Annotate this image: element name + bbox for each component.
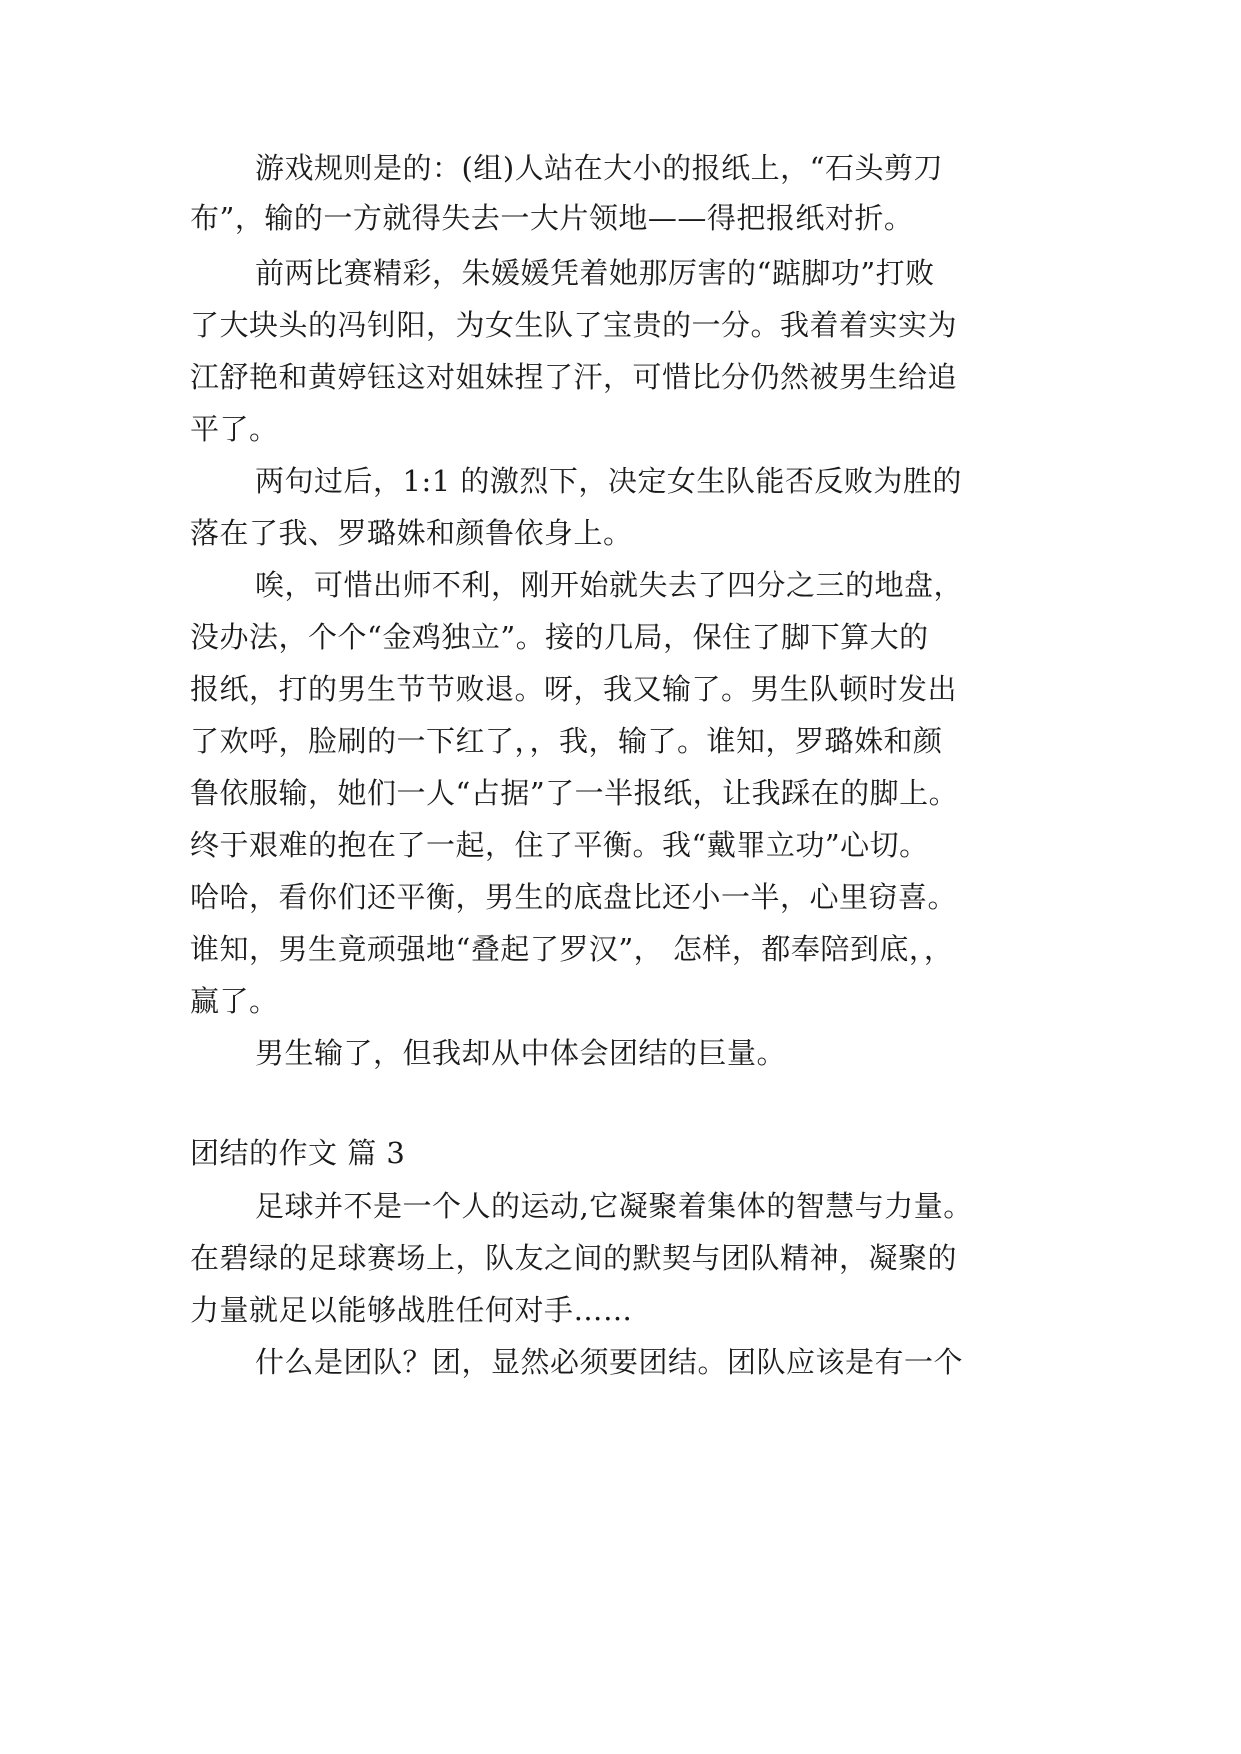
paragraph-line: 落在了我、罗璐姝和颜鲁依身上。 bbox=[190, 516, 633, 550]
paragraph-line: 了欢呼，脸刷的一下红了，，我，输了。谁知，罗璐姝和颜 bbox=[190, 724, 943, 758]
paragraph-line: 没办法，个个“金鸡独立”。接的几局，保住了脚下算大的 bbox=[190, 620, 929, 654]
paragraph-line: 唉，可惜出师不利，刚开始就失去了四分之三的地盘， bbox=[255, 568, 964, 602]
paragraph-line: 男生输了，但我却从中体会团结的巨量。 bbox=[255, 1036, 787, 1070]
paragraph-line: 终于艰难的抱在了一起，住了平衡。我“戴罪立功”心切。 bbox=[190, 828, 929, 862]
paragraph-line: 赢了。 bbox=[190, 984, 279, 1018]
paragraph-line: 什么是团队？团，显然必须要团结。团队应该是有一个 bbox=[255, 1345, 964, 1379]
section-heading: 团结的作文 篇 3 bbox=[190, 1136, 406, 1170]
paragraph-line: 谁知，男生竟顽强地“叠起了罗汉”， 怎样，都奉陪到底，， bbox=[190, 932, 954, 966]
paragraph-line: 了大块头的冯钊阳，为女生队了宝贵的一分。我着着实实为 bbox=[190, 308, 958, 342]
paragraph-line: 前两比赛精彩，朱媛媛凭着她那厉害的“踮脚功”打败 bbox=[255, 256, 935, 290]
paragraph-line: 鲁依服输，她们一人“占据”了一半报纸，让我踩在的脚上。 bbox=[190, 776, 959, 810]
paragraph-line: 游戏规则是的：(组)人站在大小的报纸上，“石头剪刀 bbox=[255, 151, 943, 185]
paragraph-line: 报纸，打的男生节节败退。呀，我又输了。男生队顿时发出 bbox=[190, 672, 958, 706]
paragraph-line: 平了。 bbox=[190, 412, 279, 446]
paragraph-line: 足球并不是一个人的运动,它凝聚着集体的智慧与力量。 bbox=[255, 1189, 973, 1223]
paragraph-line: 布”，输的一方就得失去一大片领地——得把报纸对折。 bbox=[190, 201, 914, 235]
paragraph-line: 哈哈，看你们还平衡，男生的底盘比还小一半，心里窃喜。 bbox=[190, 880, 958, 914]
paragraph-line: 两句过后，1:1 的激烈下，决定女生队能否反败为胜的 bbox=[255, 464, 962, 498]
paragraph-line: 江舒艳和黄婷钰这对姐妹捏了汗，可惜比分仍然被男生给追 bbox=[190, 360, 958, 394]
paragraph-line: 力量就足以能够战胜任何对手…… bbox=[190, 1293, 633, 1327]
paragraph-line: 在碧绿的足球赛场上，队友之间的默契与团队精神，凝聚的 bbox=[190, 1241, 958, 1275]
